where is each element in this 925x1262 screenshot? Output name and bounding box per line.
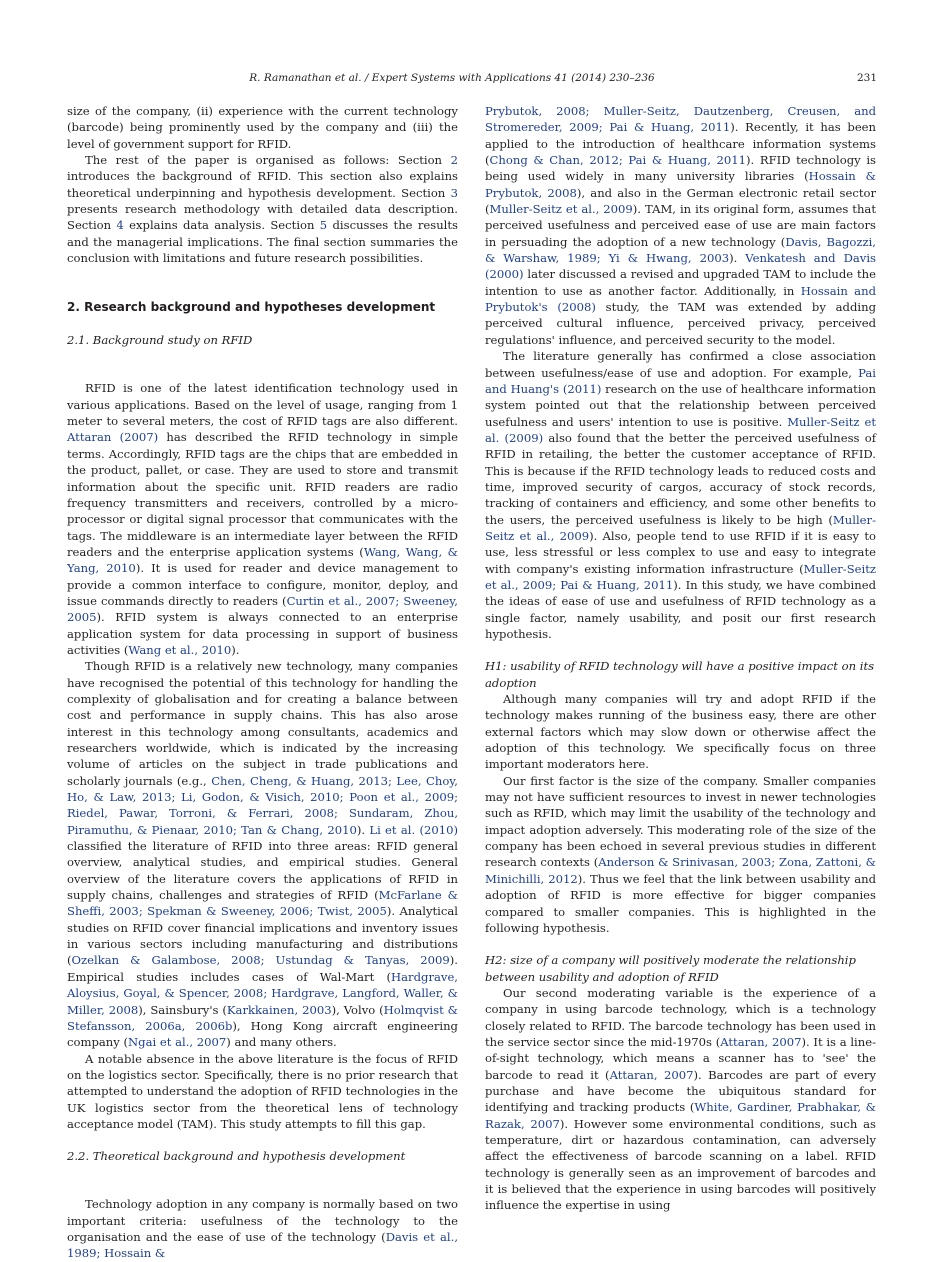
citation-link[interactable]: Attaran, 2007 [720,1034,802,1049]
citation-link[interactable]: Davis et al., 1989; Hossain & [67,1229,459,1261]
page-number: 231 [856,72,877,84]
citation-link[interactable]: Attaran (2007) [67,430,159,445]
right-column [485,103,876,1214]
paragraph: Prybutok, 2008; Muller-Seitz, Dautzenberg, Creusen, and Stromereder, 2009; Pai & Huang, 2011). Recently, it has been applied to the introduction of healthcare information systems (Chong & Chan, 2012; Pai & Huang, 2011). RFID technology is being used widely in many university libraries (Hossain & Prybutok, 2008), and also in the German electronic retail sector (Muller-Seitz et al., 2009). TAM, in its original form, assumes that perceived usefulness and perceived ease of use are main factors in persuading the adoption of a new technology (Davis, Bagozzi, & Warshaw, 1989; Yi & Hwang, 2003). Venkatesh and Davis (2000) later discussed a revised and upgraded TAM to include the intention to use as another factor. Additionally, in Hossain and Prybutok's (2008) study, the TAM was extended by adding perceived cultural influence, perceived privacy, perceived regulations' influence, and perceived security to the model. [485,104,877,347]
citation-link[interactable]: Hossain & Prybutok, 2008 [485,169,876,200]
paragraph: A notable absence in the above literature is the focus of RFID on the logistics sector. Specifically, there is no prior research that attempted to understand the adoption of RFID technologies in the UK logistics sector from the theoretical lens of technology acceptance model (TAM). This study attempts to fill this gap. [67,1051,458,1131]
citation-link[interactable]: Anderson & Srinivasan, 2003; Zona, Zattoni, & Minichilli, 2012 [485,855,876,886]
citation-link[interactable]: Prybutok, 2008; Muller-Seitz, Dautzenberg, Creusen, and Stromereder, 2009; Pai & Huang, 2011 [485,104,876,135]
citation-link[interactable]: Curtin et al., 2007; Sweeney, 2005 [67,593,458,625]
running-title: R. Ramanathan et al. / Expert Systems with Applications 41 (2014) 230–236 [249,72,655,84]
citation-link[interactable]: Wang et al., 2010 [128,642,232,657]
hypothesis-h1: H1: usability of RFID technology will have a positive impact on its adoption [485,659,875,690]
citation-link[interactable]: Karkkainen, 2003 [226,1002,332,1017]
paragraph: size of the company, (ii) experience with the current technology (barcode) being prominently used by the company and (iii) the level of government support for RFID. [67,104,458,151]
citation-link[interactable]: Ozelkan & Galambose, 2008; Ustundag & Tanyas, 2009 [71,953,450,968]
citation-link[interactable]: Attaran, 2007 [609,1067,694,1082]
paragraph: Though RFID is a relatively new technology, many companies have recognised the potential of this technology for handling the complexity of globalisation and for creating a balance between cost and performance in supply chains. This has also arose interest in this technology among consultants, academics and researchers worldwide, which is indicated by the increasing volume of articles on the subject in trade publications and scholarly journals (e.g., Chen, Cheng, & Huang, 2013; Lee, Choy, Ho, & Law, 2013; Li, Godon, & Visich, 2010; Poon et al., 2009; Riedel, Pawar, Torroni, & Ferrari, 2008; Sundaram, Zhou, Piramuthu, & Pienaar, 2010; Tan & Chang, 2010). Li et al. (2010) classified the literature of RFID into three areas: RFID general overview, analytical studies, and empirical studies. General overview of the literature covers the applications of RFID in supply chains, challenges and strategies of RFID (McFarlane & Sheffi, 2003; Spekman & Sweeney, 2006; Twist, 2005). Analytical studies on RFID cover financial implications and inventory issues in various sectors including manufacturing and distributions (Ozelkan & Galambose, 2008; Ustundag & Tanyas, 2009). Empirical studies includes cases of Wal-Mart (Hardgrave, Aloysius, Goyal, & Spencer, 2008; Hardgrave, Langford, Waller, & Miller, 2008), Sainsbury's (Karkkainen, 2003), Volvo (Holmqvist & Stefansson, 2006a, 2006b), Hong Kong aircraft engineering company (Ngai et al., 2007) and many others. [67,659,458,1050]
citation-link[interactable]: Hossain and Prybutok's (2008) [485,283,876,315]
section-link[interactable]: 3 [450,185,458,200]
paragraph: The rest of the paper is organised as follows: Section 2 introduces the background of RFID. This section also explains theoretical underpinning and hypothesis development. Section 3 presents research methodology with detailed data description. Section 4 explains data analysis. Section 5 discusses the results and the managerial implications. The final section summaries the conclusion with limitations and future research possibilities. [67,153,458,266]
paragraph: Technology adoption in any company is normally based on two important criteria: usefulness of the technology to the organisation and the ease of use of the technology (Davis et al., 1989; Hossain & [67,1197,459,1261]
citation-link[interactable]: Muller-Seitz et al. (2009) [485,414,876,445]
paragraph: Although many companies will try and adopt RFID if the technology makes running of the business easy, there are other external factors which may slow down or otherwise affect the adoption of this technology. We specifically focus on three important moderators here. [485,692,876,772]
citation-link[interactable]: Muller-Seitz et al., 2009; Pai & Huang, 2011 [485,561,876,592]
section-link[interactable]: 2 [450,153,458,168]
citation-link[interactable]: Pai and Huang's (2011) [485,365,876,396]
citation-link[interactable]: Muller-Seitz et al., 2009 [485,512,876,543]
citation-link[interactable]: Chen, Cheng, & Huang, 2013; Lee, Choy, Ho, & Law, 2013; Li, Godon, & Visich, 2010; Poon et al., 2009; Riedel, Pawar, Torroni, & Ferrari, 2008; Sundaram, Zhou, Piramuthu, & Pienaar, 2010; Tan & Chang, 2010 [67,773,458,837]
section-link[interactable]: 4 [116,218,124,233]
paragraph: Our second moderating variable is the experience of a company in using barcode technology, which is a technology closely related to RFID. The barcode technology has been used in the service sector since the mid-1970s (Attaran, 2007). It is a line-of-sight technology, which means a scanner has to 'see' the barcode to read it (Attaran, 2007). Barcodes are part of every purchase and have become the ubiquitous standard for identifying and tracking products (White, Gardiner, Prabhakar, & Razak, 2007). However some environmental conditions, such as temperature, dirt or hazardous contamination, can adversely affect the effectiveness of barcode scanning on a label. RFID technology is generally seen as an improvement of barcodes and it is believed that the experience in using barcodes will positively influence the expertise in using [485,985,876,1213]
running-header [67,72,877,88]
citation-link[interactable]: Chong & Chan, 2012; Pai & Huang, 2011 [489,153,747,168]
citation-link[interactable]: Davis, Bagozzi, & Warshaw, 1989; Yi & Hwang, 2003 [485,234,876,266]
subsection-heading: 2.2. Theoretical background and hypothesis development [67,1149,406,1164]
citation-link[interactable]: Venkatesh and Davis (2000) [485,251,876,282]
paragraph: RFID is one of the latest identification technology used in various applications. Based on the level of usage, ranging from 1 meter to several meters, the cost of RFID tags are also different. Attaran (2007) has described the RFID technology in simple terms. Accordingly, RFID tags are the chips that are embedded in the product, pallet, or case. They are used to store and transmit information about the specific unit. RFID readers are radio frequency transmitters and receivers, controlled by a micro-processor or digital signal processor that communicates with the tags. The middleware is an intermediate layer between the RFID readers and the enterprise application systems (Wang, Wang, & Yang, 2010). It is used for reader and device management to provide a common interface to configure, monitor, deploy, and issue commands directly to readers (Curtin et al., 2007; Sweeney, 2005). RFID system is always connected to an enterprise application system for data processing in support of business activities (Wang et al., 2010). [67,381,458,657]
citation-link[interactable]: White, Gardiner, Prabhakar, & Razak, 2007 [485,1100,876,1131]
citation-link[interactable]: Hardgrave, Aloysius, Goyal, & Spencer, 2008; Hardgrave, Langford, Waller, & Miller, 2008 [67,969,458,1017]
section-heading: 2. Research background and hypotheses development [67,300,436,315]
section-link[interactable]: 5 [319,218,328,233]
citation-link[interactable]: Ngai et al., 2007 [128,1035,227,1050]
paragraph: Our first factor is the size of the company. Smaller companies may not have sufficient resources to invest in newer technologies such as RFID, which may limit the usability of the technology and impact adoption adversely. This moderating role of the size of the company has been echoed in several previous studies in different research contexts (Anderson & Srinivasan, 2003; Zona, Zattoni, & Minichilli, 2012). Thus we feel that the link between usability and adoption of RFID is more effective for bigger companies compared to smaller companies. This is highlighted in the following hypothesis. [485,773,877,935]
subsection-heading: 2.1. Background study on RFID [67,333,253,348]
left-column [67,103,458,1262]
citation-link[interactable]: Li et al. (2010) [369,822,458,837]
paragraph: The literature generally has confirmed a close association between usefulness/ease of use and adoption. For example, Pai and Huang's (2011) research on the use of healthcare information system pointed out that the relationship between perceived usefulness and users' intention to use is positive. Muller-Seitz et al. (2009) also found that the better the perceived usefulness of RFID in retailing, the better the customer acceptance of RFID. This is because if the RFID technology leads to reduced costs and time, improved security of cargos, accuracy of stock records, tracking of containers and efficiency, and some other benefits to the users, the perceived usefulness is likely to be high (Muller-Seitz et al., 2009). Also, people tend to use RFID if it is easy to use, less stressful or less complex to use and easy to integrate with company's existing information infrastructure (Muller-Seitz et al., 2009; Pai & Huang, 2011). In this study, we have combined the ideas of ease of use and usefulness of RFID technology as a single factor, namely usability, and posit our first research hypothesis. [485,349,876,641]
citation-link[interactable]: McFarlane & Sheffi, 2003; Spekman & Sweeney, 2006; Twist, 2005 [67,888,458,919]
citation-link[interactable]: Holmqvist & Stefansson, 2006a, 2006b [67,1002,458,1033]
citation-link[interactable]: Wang, Wang, & Yang, 2010 [67,544,458,576]
hypothesis-h2: H2: size of a company will positively moderate the relationship between usability and adoption of RFID [485,953,856,984]
citation-link[interactable]: Muller-Seitz et al., 2009 [489,202,633,217]
